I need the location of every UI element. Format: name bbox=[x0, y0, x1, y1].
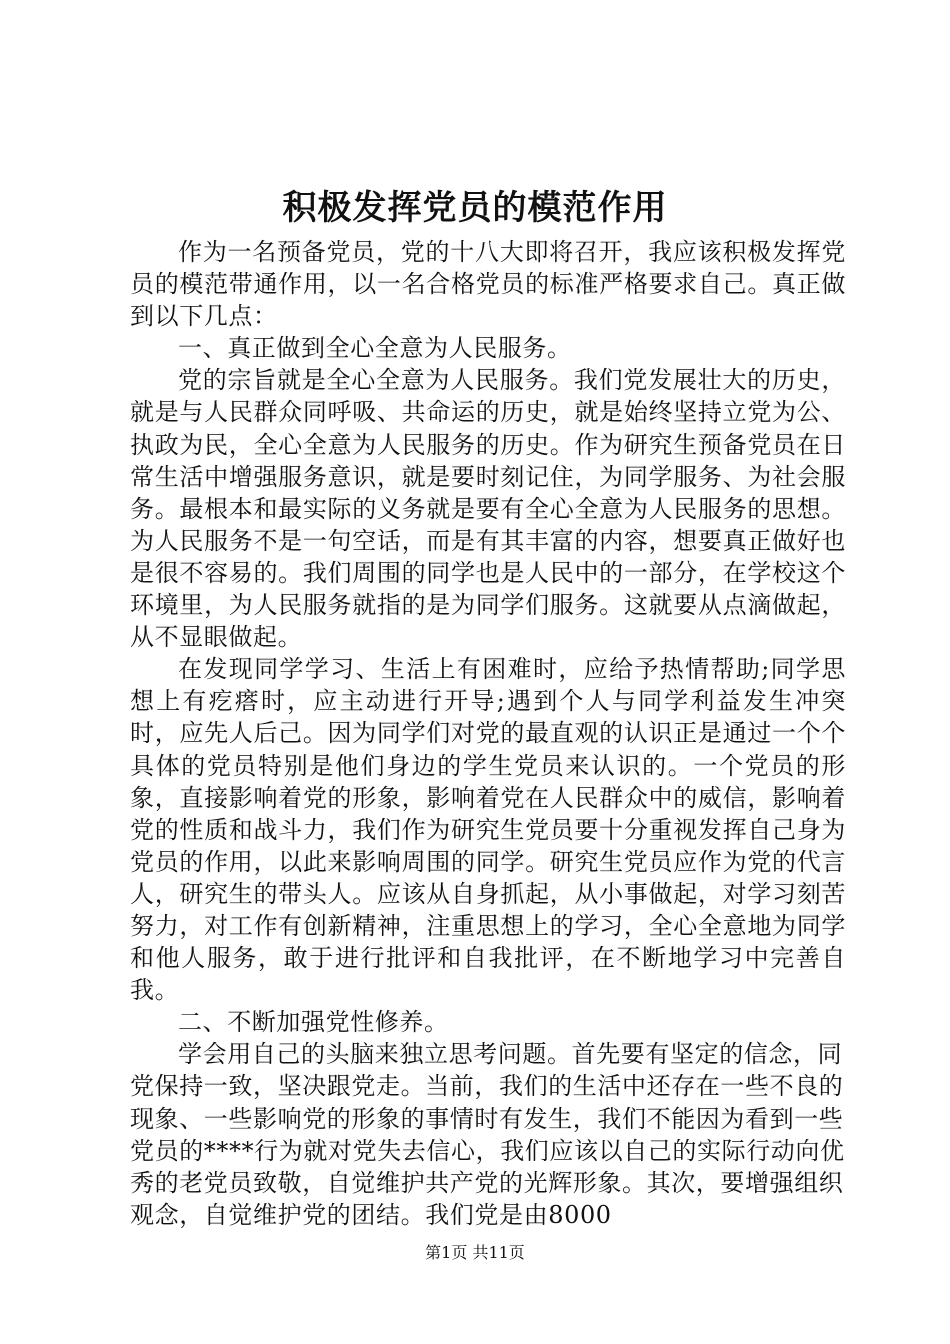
paragraph-service: 党的宗旨就是全心全意为人民服务。我们党发展壮大的历史，就是与人民群众同呼吸、共命运的历史，就是始终坚持立党为公、执政为民，全心全意为人民服务的历史。作为研究生预备党员在日常生活中增强服务意识，就是要时刻记住，为同学服务、为社会服务。最根本和最实际的义务就是要有全心全意为人民服务的思想。为人民服务不是一句空话，而是有其丰富的内容，想要真正做好也是很不容易的。我们周围的同学也是人民中的一部分，在学校这个环境里，为人民服务就指的是为同学们服务。这就要从点滴做起，从不显眼做起。 bbox=[130, 366, 846, 652]
document-title: 积极发挥党员的模范作用 bbox=[282, 188, 668, 228]
section-heading-2: 二、不断加强党性修养。 bbox=[178, 1008, 449, 1037]
paragraph-intro: 作为一名预备党员，党的十八大即将召开，我应该积极发挥党员的模范带通作用，以一名合格党员的标准严格要求自己。真正做到以下几点： bbox=[130, 238, 846, 331]
paragraph-party-spirit: 学会用自己的头脑来独立思考问题。首先要有坚定的信念，同党保持一致，坚决跟党走。当前，我们的生活中还存在一些不良的现象、一些影响党的形象的事情时有发生，我们不能因为看到一些党员的****行为就对党失去信心，我们应该以自己的实际行动向优秀的老党员致敬，自觉维护共产党的光辉形象。其次，要增强组织观念，自觉维护党的团结。我们党是由8000 bbox=[130, 1040, 845, 1229]
section-heading-1: 一、真正做到全心全意为人民服务。 bbox=[178, 334, 572, 363]
document-body bbox=[130, 236, 846, 1231]
paragraph-helping-classmates: 在发现同学学习、生活上有困难时，应给予热情帮助;同学思想上有疙瘩时，应主动进行开导;遇到个人与同学利益发生冲突时，应先人后己。因为同学们对党的最直观的认识正是通过一个个具体的党员特别是他们身边的学生党员来认识的。一个党员的形象，直接影响着党的形象，影响着党在人民群众中的威信，影响着党的性质和战斗力，我们作为研究生党员要十分重视发挥自己身为党员的作用，以此来影响周围的同学。研究生党员应作为党的代言人，研究生的带头人。应该从自身抓起，从小事做起，对学习刻苦努力，对工作有创新精神，注重思想上的学习，全心全意地为同学和他人服务，敢于进行批评和自我批评，在不断地学习中完善自我。 bbox=[130, 655, 846, 1005]
page-footer: 第1页 共11页 bbox=[425, 1243, 525, 1262]
